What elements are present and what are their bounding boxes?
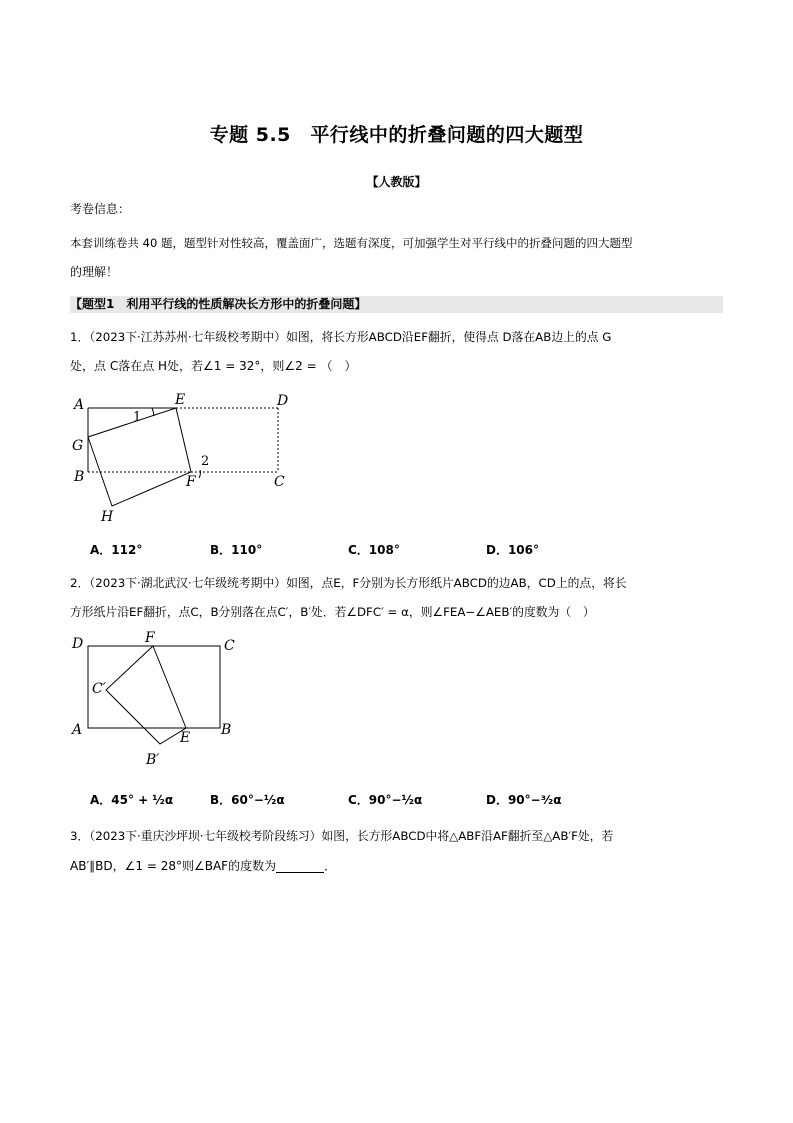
q2-label-B: B [221, 722, 232, 738]
q1-label-G: G [72, 438, 84, 454]
q1-label-C: C [274, 474, 285, 490]
q3-answer-blank[interactable] [276, 860, 324, 873]
q2-label-E: E [180, 730, 191, 746]
q2-label-C-prime: C′ [92, 681, 106, 697]
q2-option-d[interactable]: D．90°−³⁄₂α [486, 793, 562, 807]
intro-line-2: 的理解！ [70, 265, 119, 279]
q1-angle-1-arc [152, 408, 154, 416]
q3-line-2-end: ． [324, 859, 337, 873]
q1-angle-2-arc [199, 470, 200, 478]
q2-rectangle [88, 646, 220, 728]
q2-folded-shape [106, 646, 186, 744]
section-header-1: 【题型1 利用平行线的性质解决长方形中的折叠问题】 [70, 296, 723, 313]
intro-label: 考卷信息： [70, 202, 131, 216]
q2-label-C: C [224, 638, 235, 654]
q1-option-a[interactable]: A．112° [90, 543, 143, 557]
q1-option-b[interactable]: B．110° [210, 543, 263, 557]
q1-label-D: D [277, 393, 289, 409]
q1-label-A: A [74, 397, 85, 413]
q3-line-1: 3．（2023下·重庆沙坪坝·七年级校考阶段练习）如图，长方形ABCD中将△ABF沿AF翻折至△AB′F处，若 [70, 829, 614, 843]
q1-option-c[interactable]: C．108° [348, 543, 400, 557]
q2-label-D: D [72, 636, 84, 652]
q1-option-d[interactable]: D．106° [486, 543, 540, 557]
q2-option-b[interactable]: B．60°−½α [210, 793, 285, 807]
q1-label-angle-2: 2 [201, 454, 210, 469]
page-title: 专题 5.5 平行线中的折叠问题的四大题型 [209, 124, 584, 146]
q3-line-2 [70, 859, 336, 873]
q2-option-a[interactable]: A．45° + ½α [90, 793, 174, 807]
q3-line-2-text: AB′∥BD，∠1 = 28°则∠BAF的度数为 [70, 859, 277, 873]
q1-label-E: E [175, 392, 186, 408]
q1-label-H: H [101, 509, 114, 524]
q2-line-2: 方形纸片沿EF翻折，点C，B分别落在点C′，B′处．若∠DFC′ = α，则∠FEA−∠AEB′的度数为（ ） [70, 605, 595, 619]
q2-label-A: A [72, 722, 83, 738]
q1-label-angle-1: 1 [133, 410, 142, 425]
q2-option-c[interactable]: C．90°−½α [348, 793, 423, 807]
q1-figure [68, 388, 298, 524]
q1-line-2: 处，点 C落在点 H处，若∠1 = 32°，则∠2 = （ ） [70, 359, 357, 373]
edition-label: 【人教版】 [366, 175, 427, 189]
q2-figure [68, 628, 248, 770]
q1-label-B: B [74, 469, 85, 485]
q2-label-F: F [145, 630, 155, 646]
q2-line-1: 2．（2023下·湖北武汉·七年级统考期中）如图，点E，F分别为长方形纸片ABCD的边AB，CD上的点，将长 [70, 576, 627, 590]
q1-label-F: F [186, 474, 196, 490]
q1-line-1: 1．（2023下·江苏苏州·七年级校考期中）如图，将长方形ABCD沿EF翻折，使得点 D落在AB边上的点 G [70, 330, 612, 344]
q2-label-B-prime: B′ [146, 752, 160, 768]
intro-line-1: 本套训练卷共 40 题，题型针对性较高，覆盖面广，选题有深度，可加强学生对平行线中的折叠问题的四大题型 [70, 236, 633, 250]
